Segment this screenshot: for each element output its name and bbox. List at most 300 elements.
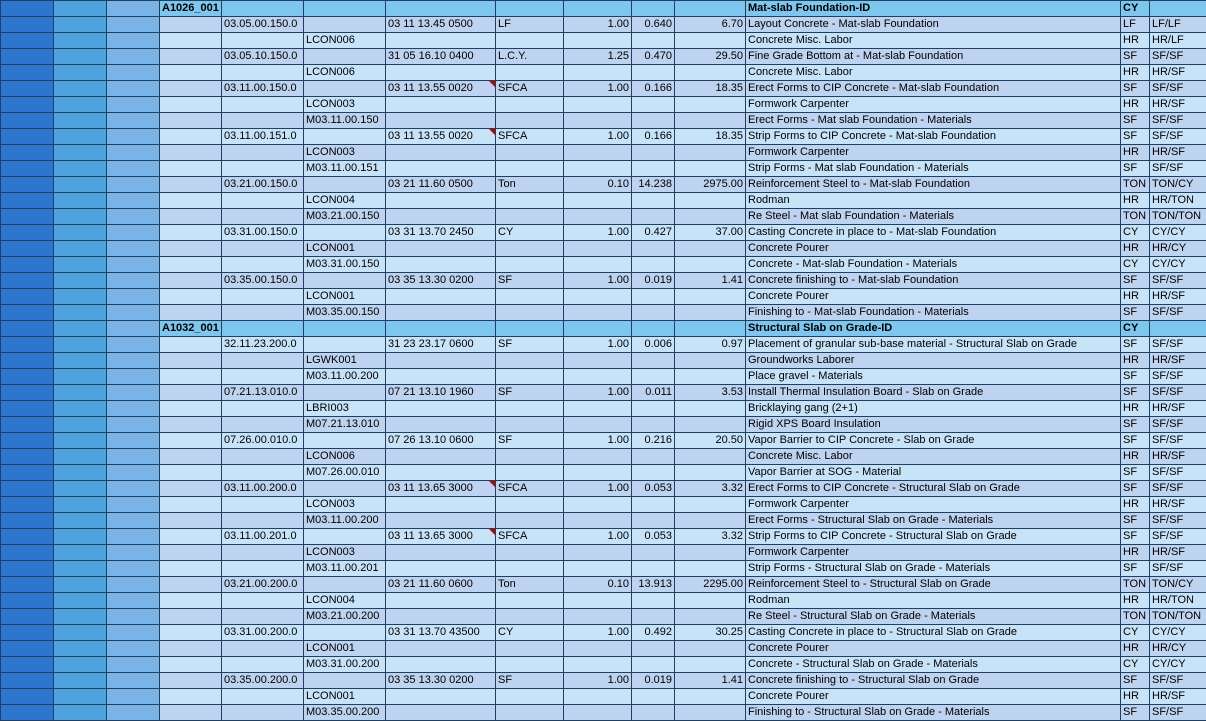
cell-description[interactable]: Groundworks Laborer xyxy=(746,353,1121,369)
cell-group-id[interactable] xyxy=(160,417,222,433)
cell-reference-number[interactable] xyxy=(386,705,496,721)
cell-unit[interactable] xyxy=(496,33,564,49)
cell-group-id[interactable]: A1032_001 xyxy=(160,321,222,337)
cell-uom[interactable]: SF xyxy=(1121,705,1150,721)
cell-quantity[interactable] xyxy=(564,145,632,161)
cell-unit[interactable] xyxy=(496,353,564,369)
cell-quantity[interactable]: 1.00 xyxy=(564,529,632,545)
cell-blank[interactable] xyxy=(54,257,107,273)
cell-code[interactable]: 32.11.23.200.0 xyxy=(222,337,304,353)
cell-unit-ratio[interactable]: SF/SF xyxy=(1150,705,1206,721)
cell-quantity[interactable]: 1.00 xyxy=(564,385,632,401)
cell-reference-number[interactable] xyxy=(386,65,496,81)
cell-unit-ratio[interactable]: HR/SF xyxy=(1150,689,1206,705)
cell-unit[interactable] xyxy=(496,369,564,385)
cell-blank[interactable] xyxy=(1,641,54,657)
cell-total[interactable]: 6.70 xyxy=(675,17,746,33)
cell-uom[interactable]: HR xyxy=(1121,689,1150,705)
cell-unit[interactable] xyxy=(496,209,564,225)
cell-blank[interactable] xyxy=(107,225,160,241)
cell-unit[interactable]: Ton xyxy=(496,577,564,593)
cell-unit[interactable]: CY xyxy=(496,225,564,241)
cell-blank[interactable] xyxy=(54,513,107,529)
cell-resource[interactable]: LBRI003 xyxy=(304,401,386,417)
cell-blank[interactable] xyxy=(54,65,107,81)
cell-uom[interactable]: CY xyxy=(1121,1,1150,17)
cell-total[interactable] xyxy=(675,193,746,209)
cell-factor[interactable] xyxy=(632,465,675,481)
cell-blank[interactable] xyxy=(54,369,107,385)
cell-code[interactable]: 03.11.00.151.0 xyxy=(222,129,304,145)
cell-reference-number[interactable] xyxy=(386,545,496,561)
cell-blank[interactable] xyxy=(1,545,54,561)
cell-description[interactable]: Strip Forms to CIP Concrete - Mat-slab Foundation xyxy=(746,129,1121,145)
cell-blank[interactable] xyxy=(54,401,107,417)
cell-group-id[interactable] xyxy=(160,17,222,33)
cell-group-id[interactable] xyxy=(160,193,222,209)
cell-description[interactable]: Concrete - Structural Slab on Grade - Materials xyxy=(746,657,1121,673)
cell-factor[interactable]: 0.166 xyxy=(632,81,675,97)
cell-quantity[interactable] xyxy=(564,353,632,369)
cell-total[interactable] xyxy=(675,369,746,385)
cell-uom[interactable]: HR xyxy=(1121,65,1150,81)
cell-unit[interactable] xyxy=(496,497,564,513)
cell-resource[interactable]: LCON003 xyxy=(304,145,386,161)
cell-reference-number[interactable] xyxy=(386,241,496,257)
cell-reference-number[interactable]: 31 23 23.17 0600 xyxy=(386,337,496,353)
cell-group-id[interactable] xyxy=(160,337,222,353)
cell-factor[interactable] xyxy=(632,449,675,465)
cell-unit-ratio[interactable]: SF/SF xyxy=(1150,529,1206,545)
cell-blank[interactable] xyxy=(107,81,160,97)
cell-unit[interactable]: SF xyxy=(496,673,564,689)
cell-factor[interactable] xyxy=(632,497,675,513)
cell-group-id[interactable] xyxy=(160,561,222,577)
cell-blank[interactable] xyxy=(107,305,160,321)
cell-quantity[interactable] xyxy=(564,289,632,305)
cell-blank[interactable] xyxy=(54,609,107,625)
cell-uom[interactable]: HR xyxy=(1121,641,1150,657)
cell-total[interactable] xyxy=(675,257,746,273)
cell-code[interactable] xyxy=(222,593,304,609)
cell-blank[interactable] xyxy=(1,129,54,145)
cell-quantity[interactable] xyxy=(564,449,632,465)
cell-uom[interactable]: SF xyxy=(1121,481,1150,497)
cell-description[interactable]: Concrete - Mat-slab Foundation - Materials xyxy=(746,257,1121,273)
cell-unit-ratio[interactable]: SF/SF xyxy=(1150,337,1206,353)
cell-group-id[interactable] xyxy=(160,625,222,641)
cell-group-id[interactable] xyxy=(160,529,222,545)
cell-factor[interactable] xyxy=(632,145,675,161)
cell-uom[interactable]: CY xyxy=(1121,321,1150,337)
cell-description[interactable]: Strip Forms to CIP Concrete - Structural Slab on Grade xyxy=(746,529,1121,545)
cell-reference-number[interactable] xyxy=(386,401,496,417)
cell-code[interactable] xyxy=(222,513,304,529)
cell-unit[interactable] xyxy=(496,97,564,113)
cell-reference-number[interactable] xyxy=(386,449,496,465)
cell-quantity[interactable] xyxy=(564,161,632,177)
cell-factor[interactable]: 0.427 xyxy=(632,225,675,241)
cell-unit-ratio[interactable]: TON/CY xyxy=(1150,577,1206,593)
cell-factor[interactable]: 0.011 xyxy=(632,385,675,401)
cell-blank[interactable] xyxy=(1,321,54,337)
cell-code[interactable]: 03.11.00.150.0 xyxy=(222,81,304,97)
cell-quantity[interactable] xyxy=(564,241,632,257)
cell-resource[interactable]: M03.11.00.201 xyxy=(304,561,386,577)
cell-uom[interactable]: SF xyxy=(1121,81,1150,97)
cell-unit[interactable]: L.C.Y. xyxy=(496,49,564,65)
cell-factor[interactable] xyxy=(632,561,675,577)
cell-blank[interactable] xyxy=(1,273,54,289)
cell-unit-ratio[interactable]: HR/SF xyxy=(1150,97,1206,113)
cell-uom[interactable]: HR xyxy=(1121,241,1150,257)
cell-total[interactable]: 0.97 xyxy=(675,337,746,353)
cell-description[interactable]: Concrete Pourer xyxy=(746,289,1121,305)
cell-quantity[interactable]: 1.25 xyxy=(564,49,632,65)
cell-description[interactable]: Erect Forms - Structural Slab on Grade - Materials xyxy=(746,513,1121,529)
cell-group-id[interactable] xyxy=(160,641,222,657)
cell-blank[interactable] xyxy=(1,33,54,49)
cell-total[interactable]: 1.41 xyxy=(675,273,746,289)
cell-blank[interactable] xyxy=(54,81,107,97)
cell-uom[interactable]: HR xyxy=(1121,33,1150,49)
cell-unit[interactable] xyxy=(496,689,564,705)
cell-total[interactable] xyxy=(675,609,746,625)
cell-blank[interactable] xyxy=(107,705,160,721)
cell-code[interactable]: 03.31.00.150.0 xyxy=(222,225,304,241)
cell-unit[interactable] xyxy=(496,289,564,305)
cell-quantity[interactable] xyxy=(564,113,632,129)
cell-total[interactable] xyxy=(675,97,746,113)
cell-reference-number[interactable]: 03 35 13.30 0200 xyxy=(386,673,496,689)
cell-code[interactable] xyxy=(222,193,304,209)
cell-resource[interactable] xyxy=(304,625,386,641)
cell-code[interactable] xyxy=(222,33,304,49)
cell-group-id[interactable] xyxy=(160,257,222,273)
cell-unit-ratio[interactable]: SF/SF xyxy=(1150,369,1206,385)
cell-unit-ratio[interactable]: SF/SF xyxy=(1150,481,1206,497)
cell-reference-number[interactable]: 03 21 11.60 0600 xyxy=(386,577,496,593)
cell-group-id[interactable] xyxy=(160,97,222,113)
cell-group-id[interactable] xyxy=(160,369,222,385)
cell-group-id[interactable] xyxy=(160,241,222,257)
cell-blank[interactable] xyxy=(54,289,107,305)
cell-description[interactable]: Formwork Carpenter xyxy=(746,545,1121,561)
cell-blank[interactable] xyxy=(54,577,107,593)
cell-resource[interactable]: M03.21.00.200 xyxy=(304,609,386,625)
cell-factor[interactable]: 14.238 xyxy=(632,177,675,193)
cell-uom[interactable]: TON xyxy=(1121,577,1150,593)
cell-resource[interactable]: M03.11.00.151 xyxy=(304,161,386,177)
cell-unit-ratio[interactable]: HR/TON xyxy=(1150,193,1206,209)
cell-uom[interactable]: SF xyxy=(1121,529,1150,545)
cell-quantity[interactable]: 1.00 xyxy=(564,337,632,353)
cell-unit-ratio[interactable]: HR/SF xyxy=(1150,145,1206,161)
cell-blank[interactable] xyxy=(1,577,54,593)
cell-blank[interactable] xyxy=(107,97,160,113)
cell-blank[interactable] xyxy=(54,33,107,49)
cell-unit[interactable] xyxy=(496,113,564,129)
cell-blank[interactable] xyxy=(1,113,54,129)
cell-resource[interactable]: LGWK001 xyxy=(304,353,386,369)
cell-group-id[interactable] xyxy=(160,689,222,705)
cell-blank[interactable] xyxy=(107,577,160,593)
cell-resource[interactable] xyxy=(304,321,386,337)
cell-blank[interactable] xyxy=(54,657,107,673)
cell-description[interactable]: Placement of granular sub-base material - Structural Slab on Grade xyxy=(746,337,1121,353)
cell-description[interactable]: Reinforcement Steel to - Structural Slab on Grade xyxy=(746,577,1121,593)
cell-total[interactable] xyxy=(675,641,746,657)
cell-reference-number[interactable] xyxy=(386,609,496,625)
cell-reference-number[interactable] xyxy=(386,353,496,369)
cell-group-id[interactable] xyxy=(160,33,222,49)
cell-code[interactable]: 03.11.00.201.0 xyxy=(222,529,304,545)
cell-resource[interactable]: M07.26.00.010 xyxy=(304,465,386,481)
cell-description[interactable]: Erect Forms to CIP Concrete - Structural Slab on Grade xyxy=(746,481,1121,497)
cell-uom[interactable]: TON xyxy=(1121,209,1150,225)
cell-blank[interactable] xyxy=(54,689,107,705)
cell-blank[interactable] xyxy=(1,529,54,545)
cell-factor[interactable] xyxy=(632,545,675,561)
cell-reference-number[interactable]: 03 11 13.55 0020 xyxy=(386,129,496,145)
cell-blank[interactable] xyxy=(54,353,107,369)
cell-blank[interactable] xyxy=(54,225,107,241)
cell-description[interactable]: Bricklaying gang (2+1) xyxy=(746,401,1121,417)
cell-unit-ratio[interactable] xyxy=(1150,321,1206,337)
cell-unit[interactable] xyxy=(496,65,564,81)
cell-resource[interactable]: LCON006 xyxy=(304,449,386,465)
cell-code[interactable] xyxy=(222,497,304,513)
cell-unit-ratio[interactable]: HR/TON xyxy=(1150,593,1206,609)
cell-quantity[interactable] xyxy=(564,97,632,113)
cell-reference-number[interactable]: 03 31 13.70 2450 xyxy=(386,225,496,241)
cell-quantity[interactable] xyxy=(564,369,632,385)
cell-description[interactable]: Rodman xyxy=(746,193,1121,209)
cell-uom[interactable]: HR xyxy=(1121,593,1150,609)
cell-quantity[interactable]: 0.10 xyxy=(564,177,632,193)
cell-uom[interactable]: SF xyxy=(1121,161,1150,177)
cell-reference-number[interactable] xyxy=(386,497,496,513)
cell-uom[interactable]: HR xyxy=(1121,449,1150,465)
cell-total[interactable] xyxy=(675,145,746,161)
cell-group-id[interactable] xyxy=(160,705,222,721)
cell-blank[interactable] xyxy=(107,289,160,305)
cell-factor[interactable]: 0.216 xyxy=(632,433,675,449)
cell-factor[interactable]: 0.019 xyxy=(632,273,675,289)
cell-blank[interactable] xyxy=(54,305,107,321)
cell-blank[interactable] xyxy=(1,193,54,209)
cell-blank[interactable] xyxy=(1,49,54,65)
cell-uom[interactable]: HR xyxy=(1121,401,1150,417)
cell-blank[interactable] xyxy=(1,705,54,721)
cell-reference-number[interactable] xyxy=(386,305,496,321)
cell-code[interactable] xyxy=(222,65,304,81)
cell-code[interactable] xyxy=(222,161,304,177)
cell-unit[interactable] xyxy=(496,657,564,673)
cell-blank[interactable] xyxy=(54,417,107,433)
cell-reference-number[interactable]: 03 31 13.70 43500 xyxy=(386,625,496,641)
cell-blank[interactable] xyxy=(1,145,54,161)
cell-total[interactable] xyxy=(675,465,746,481)
cell-group-id[interactable] xyxy=(160,657,222,673)
cell-description[interactable]: Re Steel - Structural Slab on Grade - Materials xyxy=(746,609,1121,625)
cell-code[interactable] xyxy=(222,705,304,721)
cell-resource[interactable] xyxy=(304,577,386,593)
cell-blank[interactable] xyxy=(107,369,160,385)
cell-blank[interactable] xyxy=(1,337,54,353)
cell-blank[interactable] xyxy=(1,241,54,257)
cell-total[interactable] xyxy=(675,33,746,49)
cell-code[interactable] xyxy=(222,257,304,273)
cell-description[interactable]: Vapor Barrier to CIP Concrete - Slab on Grade xyxy=(746,433,1121,449)
cell-reference-number[interactable]: 07 26 13.10 0600 xyxy=(386,433,496,449)
cell-blank[interactable] xyxy=(1,225,54,241)
cell-description[interactable]: Erect Forms - Mat slab Foundation - Materials xyxy=(746,113,1121,129)
cell-quantity[interactable]: 1.00 xyxy=(564,81,632,97)
cell-code[interactable] xyxy=(222,545,304,561)
cell-unit-ratio[interactable]: CY/CY xyxy=(1150,625,1206,641)
cell-blank[interactable] xyxy=(107,209,160,225)
cell-blank[interactable] xyxy=(1,609,54,625)
cell-quantity[interactable] xyxy=(564,689,632,705)
cell-total[interactable] xyxy=(675,65,746,81)
cell-blank[interactable] xyxy=(54,1,107,17)
cell-total[interactable]: 20.50 xyxy=(675,433,746,449)
cell-uom[interactable]: SF xyxy=(1121,385,1150,401)
cell-resource[interactable]: M03.11.00.200 xyxy=(304,513,386,529)
cell-blank[interactable] xyxy=(54,193,107,209)
cell-unit-ratio[interactable]: TON/TON xyxy=(1150,209,1206,225)
cell-reference-number[interactable] xyxy=(386,289,496,305)
cell-uom[interactable]: SF xyxy=(1121,337,1150,353)
cell-quantity[interactable] xyxy=(564,465,632,481)
cell-code[interactable]: 07.21.13.010.0 xyxy=(222,385,304,401)
cell-reference-number[interactable] xyxy=(386,161,496,177)
cell-description[interactable]: Vapor Barrier at SOG - Material xyxy=(746,465,1121,481)
cell-blank[interactable] xyxy=(1,353,54,369)
cell-blank[interactable] xyxy=(1,657,54,673)
cell-unit-ratio[interactable]: TON/CY xyxy=(1150,177,1206,193)
cell-total[interactable] xyxy=(675,561,746,577)
cell-blank[interactable] xyxy=(1,161,54,177)
cell-unit-ratio[interactable]: HR/SF xyxy=(1150,289,1206,305)
cell-factor[interactable] xyxy=(632,33,675,49)
cell-unit[interactable]: SFCA xyxy=(496,129,564,145)
cell-unit-ratio[interactable]: HR/SF xyxy=(1150,497,1206,513)
cell-group-id[interactable] xyxy=(160,465,222,481)
cell-description[interactable]: Finishing to - Structural Slab on Grade - Materials xyxy=(746,705,1121,721)
cell-resource[interactable]: M03.11.00.200 xyxy=(304,369,386,385)
cell-resource[interactable] xyxy=(304,433,386,449)
cell-description[interactable]: Rigid XPS Board Insulation xyxy=(746,417,1121,433)
cell-factor[interactable]: 0.053 xyxy=(632,481,675,497)
cell-reference-number[interactable] xyxy=(386,465,496,481)
cell-factor[interactable] xyxy=(632,113,675,129)
cell-quantity[interactable] xyxy=(564,33,632,49)
cell-reference-number[interactable] xyxy=(386,641,496,657)
cell-blank[interactable] xyxy=(1,385,54,401)
cell-unit-ratio[interactable]: HR/CY xyxy=(1150,241,1206,257)
cell-factor[interactable] xyxy=(632,289,675,305)
cell-quantity[interactable]: 1.00 xyxy=(564,17,632,33)
cell-uom[interactable]: LF xyxy=(1121,17,1150,33)
cell-blank[interactable] xyxy=(1,369,54,385)
cell-total[interactable] xyxy=(675,1,746,17)
cell-unit[interactable]: SFCA xyxy=(496,529,564,545)
cell-reference-number[interactable] xyxy=(386,321,496,337)
cell-resource[interactable]: M03.11.00.150 xyxy=(304,113,386,129)
cell-code[interactable]: 07.26.00.010.0 xyxy=(222,433,304,449)
cell-group-id[interactable]: A1026_001 xyxy=(160,1,222,17)
cell-quantity[interactable]: 1.00 xyxy=(564,433,632,449)
cell-total[interactable]: 3.53 xyxy=(675,385,746,401)
cell-total[interactable] xyxy=(675,289,746,305)
cell-unit-ratio[interactable]: HR/SF xyxy=(1150,401,1206,417)
cell-description[interactable]: Concrete Misc. Labor xyxy=(746,449,1121,465)
cell-code[interactable]: 03.21.00.150.0 xyxy=(222,177,304,193)
cell-blank[interactable] xyxy=(54,561,107,577)
cell-total[interactable] xyxy=(675,241,746,257)
cell-blank[interactable] xyxy=(107,1,160,17)
cell-total[interactable] xyxy=(675,113,746,129)
cell-reference-number[interactable] xyxy=(386,689,496,705)
cell-blank[interactable] xyxy=(107,177,160,193)
cell-description[interactable]: Strip Forms - Mat slab Foundation - Materials xyxy=(746,161,1121,177)
cell-total[interactable]: 18.35 xyxy=(675,81,746,97)
cell-uom[interactable]: TON xyxy=(1121,609,1150,625)
cell-total[interactable] xyxy=(675,593,746,609)
cell-blank[interactable] xyxy=(1,305,54,321)
cell-quantity[interactable] xyxy=(564,561,632,577)
cell-code[interactable] xyxy=(222,369,304,385)
cell-quantity[interactable] xyxy=(564,321,632,337)
cell-uom[interactable]: SF xyxy=(1121,513,1150,529)
cell-blank[interactable] xyxy=(1,561,54,577)
cell-blank[interactable] xyxy=(107,689,160,705)
cell-blank[interactable] xyxy=(107,161,160,177)
cell-description[interactable]: Fine Grade Bottom at - Mat-slab Foundation xyxy=(746,49,1121,65)
cell-group-id[interactable] xyxy=(160,497,222,513)
cell-uom[interactable]: CY xyxy=(1121,657,1150,673)
cell-factor[interactable] xyxy=(632,705,675,721)
cell-unit[interactable] xyxy=(496,417,564,433)
cell-total[interactable] xyxy=(675,497,746,513)
cell-resource[interactable]: LCON003 xyxy=(304,97,386,113)
cell-unit[interactable]: SFCA xyxy=(496,81,564,97)
cell-unit[interactable] xyxy=(496,449,564,465)
cell-group-id[interactable] xyxy=(160,513,222,529)
cell-code[interactable] xyxy=(222,305,304,321)
cell-reference-number[interactable]: 03 11 13.65 3000 xyxy=(386,481,496,497)
cell-blank[interactable] xyxy=(1,449,54,465)
cell-resource[interactable] xyxy=(304,177,386,193)
cell-unit-ratio[interactable]: SF/SF xyxy=(1150,417,1206,433)
cell-group-id[interactable] xyxy=(160,225,222,241)
cell-total[interactable] xyxy=(675,513,746,529)
cell-unit-ratio[interactable]: SF/SF xyxy=(1150,673,1206,689)
cell-reference-number[interactable] xyxy=(386,417,496,433)
cell-reference-number[interactable]: 03 21 11.60 0500 xyxy=(386,177,496,193)
cell-blank[interactable] xyxy=(107,625,160,641)
cell-quantity[interactable] xyxy=(564,545,632,561)
cell-total[interactable] xyxy=(675,321,746,337)
cell-code[interactable] xyxy=(222,289,304,305)
cell-unit[interactable] xyxy=(496,641,564,657)
cell-factor[interactable]: 0.492 xyxy=(632,625,675,641)
cell-code[interactable]: 03.35.00.150.0 xyxy=(222,273,304,289)
cell-blank[interactable] xyxy=(107,593,160,609)
cell-factor[interactable] xyxy=(632,209,675,225)
